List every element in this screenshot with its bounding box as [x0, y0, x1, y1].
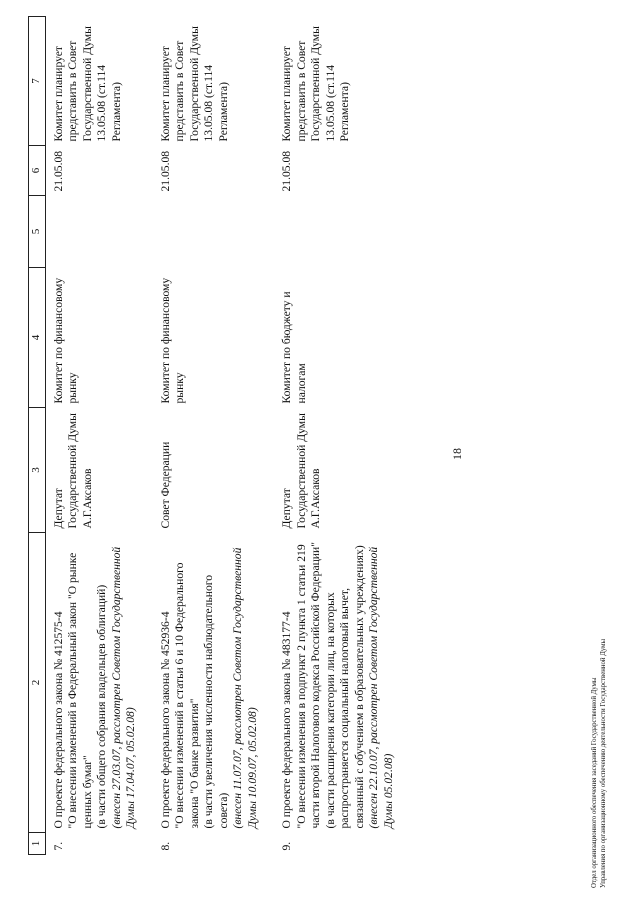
bill-detail: (в части увеличения численности наблюдательного совета) — [202, 574, 230, 829]
bill-subject: "О внесении изменения в подпункт 2 пункта 1 статьи 219 части второй Налогового кодекса Российской Федерации" — [294, 542, 323, 829]
bill-initiator: Совет Федерации — [158, 441, 172, 529]
footer-directorate: Управления по организационному обеспечению деятельности Государственной Думы — [600, 638, 608, 888]
table-row — [153, 17, 274, 855]
row-number: 7. — [52, 841, 65, 851]
row-number: 9. — [280, 841, 294, 851]
bill-detail: (в части расширения категории лиц, на которых распространяется социальный налоговый вычет, связанный с обучением в образовательных учреждениях) — [323, 545, 366, 829]
agenda-table — [28, 16, 410, 855]
bill-description — [153, 533, 274, 833]
column-5-cell — [46, 196, 153, 268]
footer-department: Отдел организационного обеспечения заседаний Государственной Думы — [591, 677, 598, 888]
responsible-committee: Комитет по бюджету и налогам — [280, 291, 308, 404]
table-row — [274, 17, 410, 855]
row-number: 8. — [158, 841, 172, 851]
column-number-header: 4 — [29, 268, 46, 408]
bill-note: (внесен 22.10.07, рассмотрен Советом Государственной Думы 05.02.08) — [367, 546, 395, 829]
column-number-header: 5 — [29, 196, 46, 268]
bill-title: О проекте федерального закона № 483177-4 — [280, 611, 294, 829]
committee-plan: Комитет планирует представить в Совет Государственной Думы 13.05.08 (ст.114 Регламента) — [280, 26, 352, 142]
bill-description — [274, 533, 410, 833]
column-number-header: 7 — [29, 17, 46, 146]
bill-subject: "О внесении изменений в Федеральный закон "О рынке ценных бумаг" — [66, 552, 94, 829]
bill-initiator: Депутат Государственной Думы А.Г.Аксаков — [52, 413, 94, 529]
table-row — [46, 17, 153, 855]
responsible-committee: Комитет по финансовому рынку — [158, 277, 187, 404]
review-date: 21.05.08 — [52, 150, 65, 192]
review-date: 21.05.08 — [158, 150, 172, 192]
bill-description — [46, 533, 153, 833]
bill-title: О проекте федерального закона № 452936-4 — [158, 611, 172, 829]
column-5-cell — [153, 196, 274, 268]
bill-subject: "О внесении изменений в статьи 6 и 10 Федерального закона "О банке развития" — [173, 562, 201, 829]
document-footer — [590, 639, 608, 888]
bill-title: О проекте федерального закона № 412575-4 — [52, 611, 65, 829]
page-number: 18 — [450, 448, 464, 460]
column-number-header: 3 — [29, 408, 46, 533]
bill-detail: (в части общего собрания владельцев облигаций) — [95, 584, 109, 829]
column-number-header: 1 — [29, 833, 46, 855]
committee-plan: Комитет планирует представить в Совет Государственной Думы 13.05.08 (ст.114 Регламента) — [158, 26, 230, 142]
table-header-row — [29, 17, 46, 855]
bill-initiator: Депутат Государственной Думы А.Г.Аксаков — [280, 413, 323, 529]
column-number-header: 6 — [29, 146, 46, 196]
bill-note: (внесен 11.07.07, рассмотрен Советом Государственной Думы 10.09.07, 05.02.08) — [231, 547, 259, 829]
column-number-header: 2 — [29, 533, 46, 833]
column-5-cell — [274, 196, 410, 268]
committee-plan: Комитет планирует представить в Совет Государственной Думы 13.05.08 (ст.114 Регламента) — [52, 26, 123, 142]
bill-note: (внесен 27.03.07, рассмотрен Советом Государственной Думы 17.04.07, 05.02.08) — [109, 546, 138, 829]
responsible-committee: Комитет по финансовому рынку — [52, 277, 80, 404]
review-date: 21.05.08 — [280, 150, 294, 192]
